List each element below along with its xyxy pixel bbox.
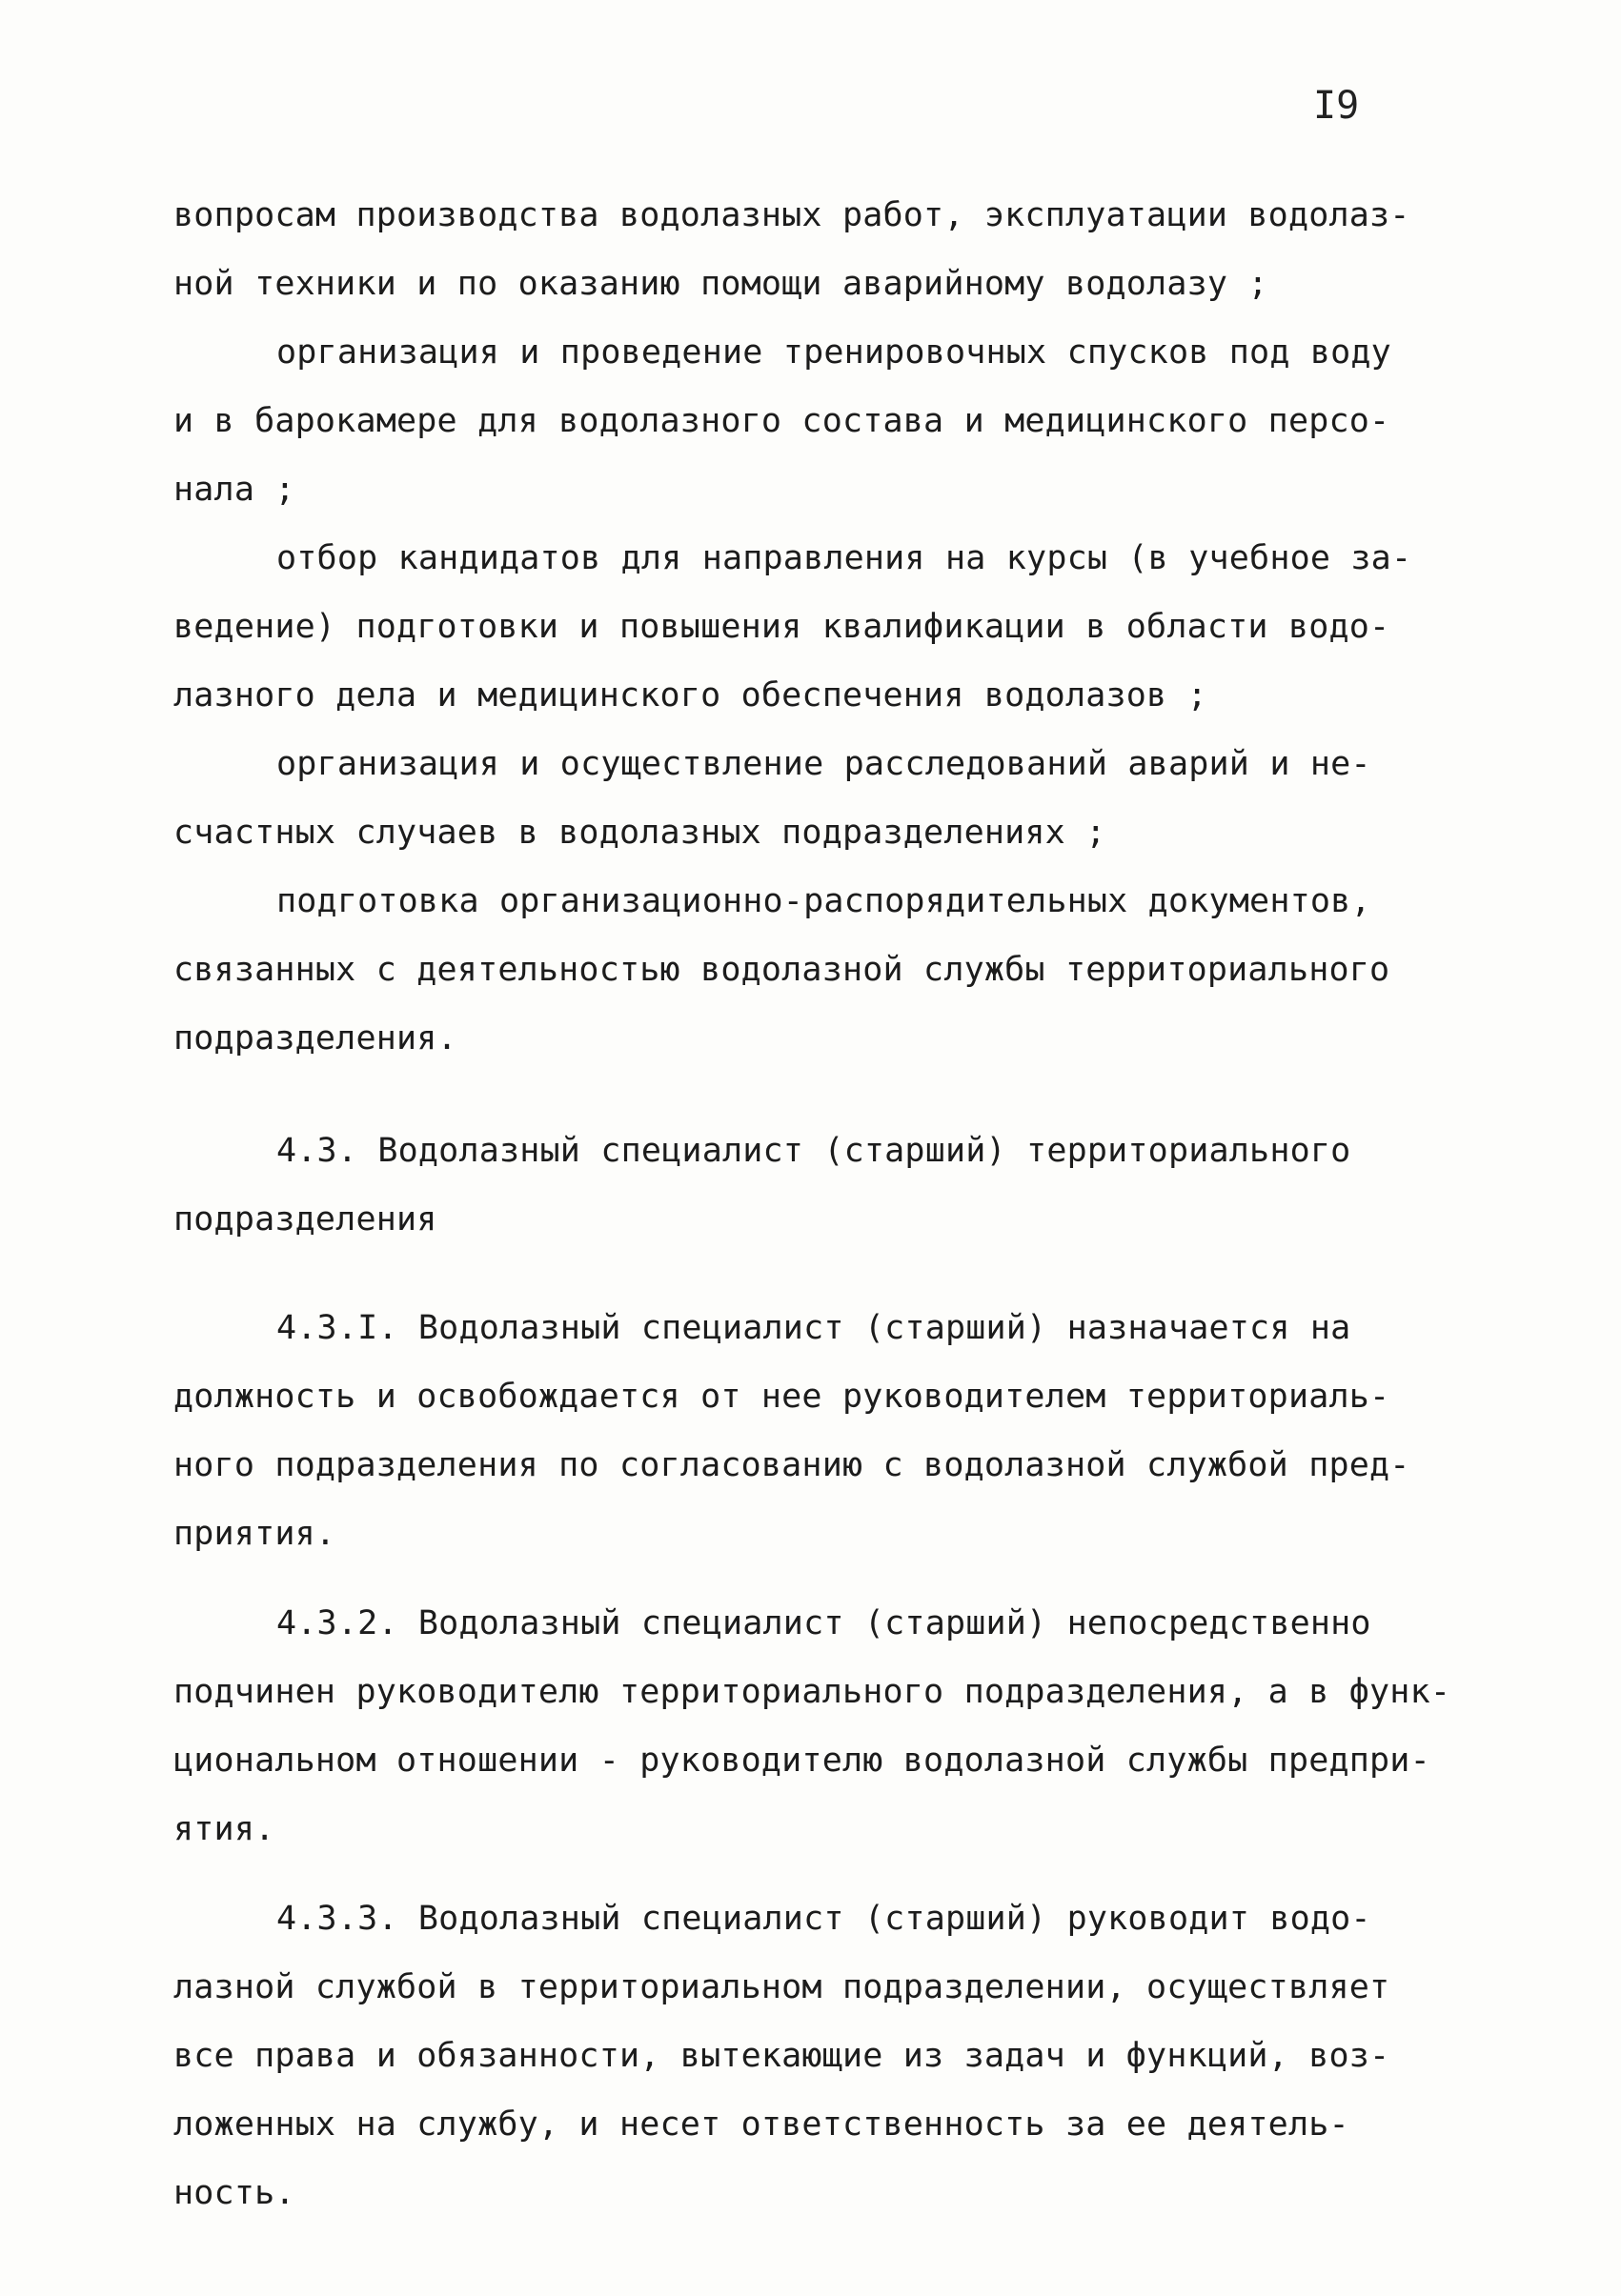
heading-line: 4.3. Водолазный специалист (старший) территориального [276, 1132, 1351, 1170]
page-number: I9 [1313, 84, 1360, 128]
text-line: ного подразделения по согласованию с водолазной службой пред- [173, 1446, 1410, 1484]
heading-line: подразделения [173, 1200, 437, 1239]
clause-4-3-1 [173, 1294, 1469, 1568]
section-heading [173, 1117, 1469, 1254]
text-line: связанных с деятельностью водолазной службы территориального [173, 951, 1390, 989]
text-line: нала ; [173, 471, 295, 509]
clause-4-3-2 [173, 1589, 1469, 1863]
text-line: ложенных на службу, и несет ответственность за ее деятель- [173, 2105, 1349, 2144]
text-line: 4.3.I. Водолазный специалист (старший) назначается на [276, 1309, 1351, 1347]
text-line: подчинен руководителю территориального подразделения, а в функ- [173, 1673, 1451, 1711]
text-line: лазного дела и медицинского обеспечения водолазов ; [173, 676, 1207, 715]
text-line: все права и обязанности, вытекающие из задач и функций, воз- [173, 2037, 1390, 2075]
text-line: организация и осуществление расследований аварий и не- [276, 745, 1371, 783]
text-line: организация и проведение тренировочных спусков под воду [276, 333, 1391, 372]
text-line: ятия. [173, 1810, 275, 1848]
text-line: и в барокамере для водолазного состава и медицинского персо- [173, 402, 1390, 440]
text-line: ной техники и по оказанию помощи аварийному водолазу ; [173, 265, 1268, 303]
text-line: 4.3.2. Водолазный специалист (старший) непосредственно [276, 1604, 1371, 1642]
text-line: вопросам производства водолазных работ, эксплуатации водолаз- [173, 196, 1410, 234]
text-line: счастных случаев в водолазных подразделениях ; [173, 814, 1106, 852]
text-line: циональном отношении - руководителю водолазной службы предпри- [173, 1742, 1430, 1780]
text-line: отбор кандидатов для направления на курсы (в учебное за- [276, 539, 1412, 577]
text-line: подразделения. [173, 1019, 457, 1057]
text-line: должность и освобождается от нее руководителем территориаль- [173, 1378, 1390, 1416]
text-line: приятия. [173, 1515, 336, 1553]
text-line: 4.3.3. Водолазный специалист (старший) руководит водо- [276, 1900, 1371, 1938]
text-line: лазной службой в территориальном подразделении, осуществляет [173, 1968, 1390, 2006]
text-line: ность. [173, 2174, 295, 2212]
duties-list [173, 181, 1469, 1073]
text-line: ведение) подготовки и повышения квалификации в области водо- [173, 608, 1390, 646]
clause-4-3-3 [173, 1884, 1469, 2227]
text-line: подготовка организационно-распорядительных документов, [276, 882, 1371, 920]
